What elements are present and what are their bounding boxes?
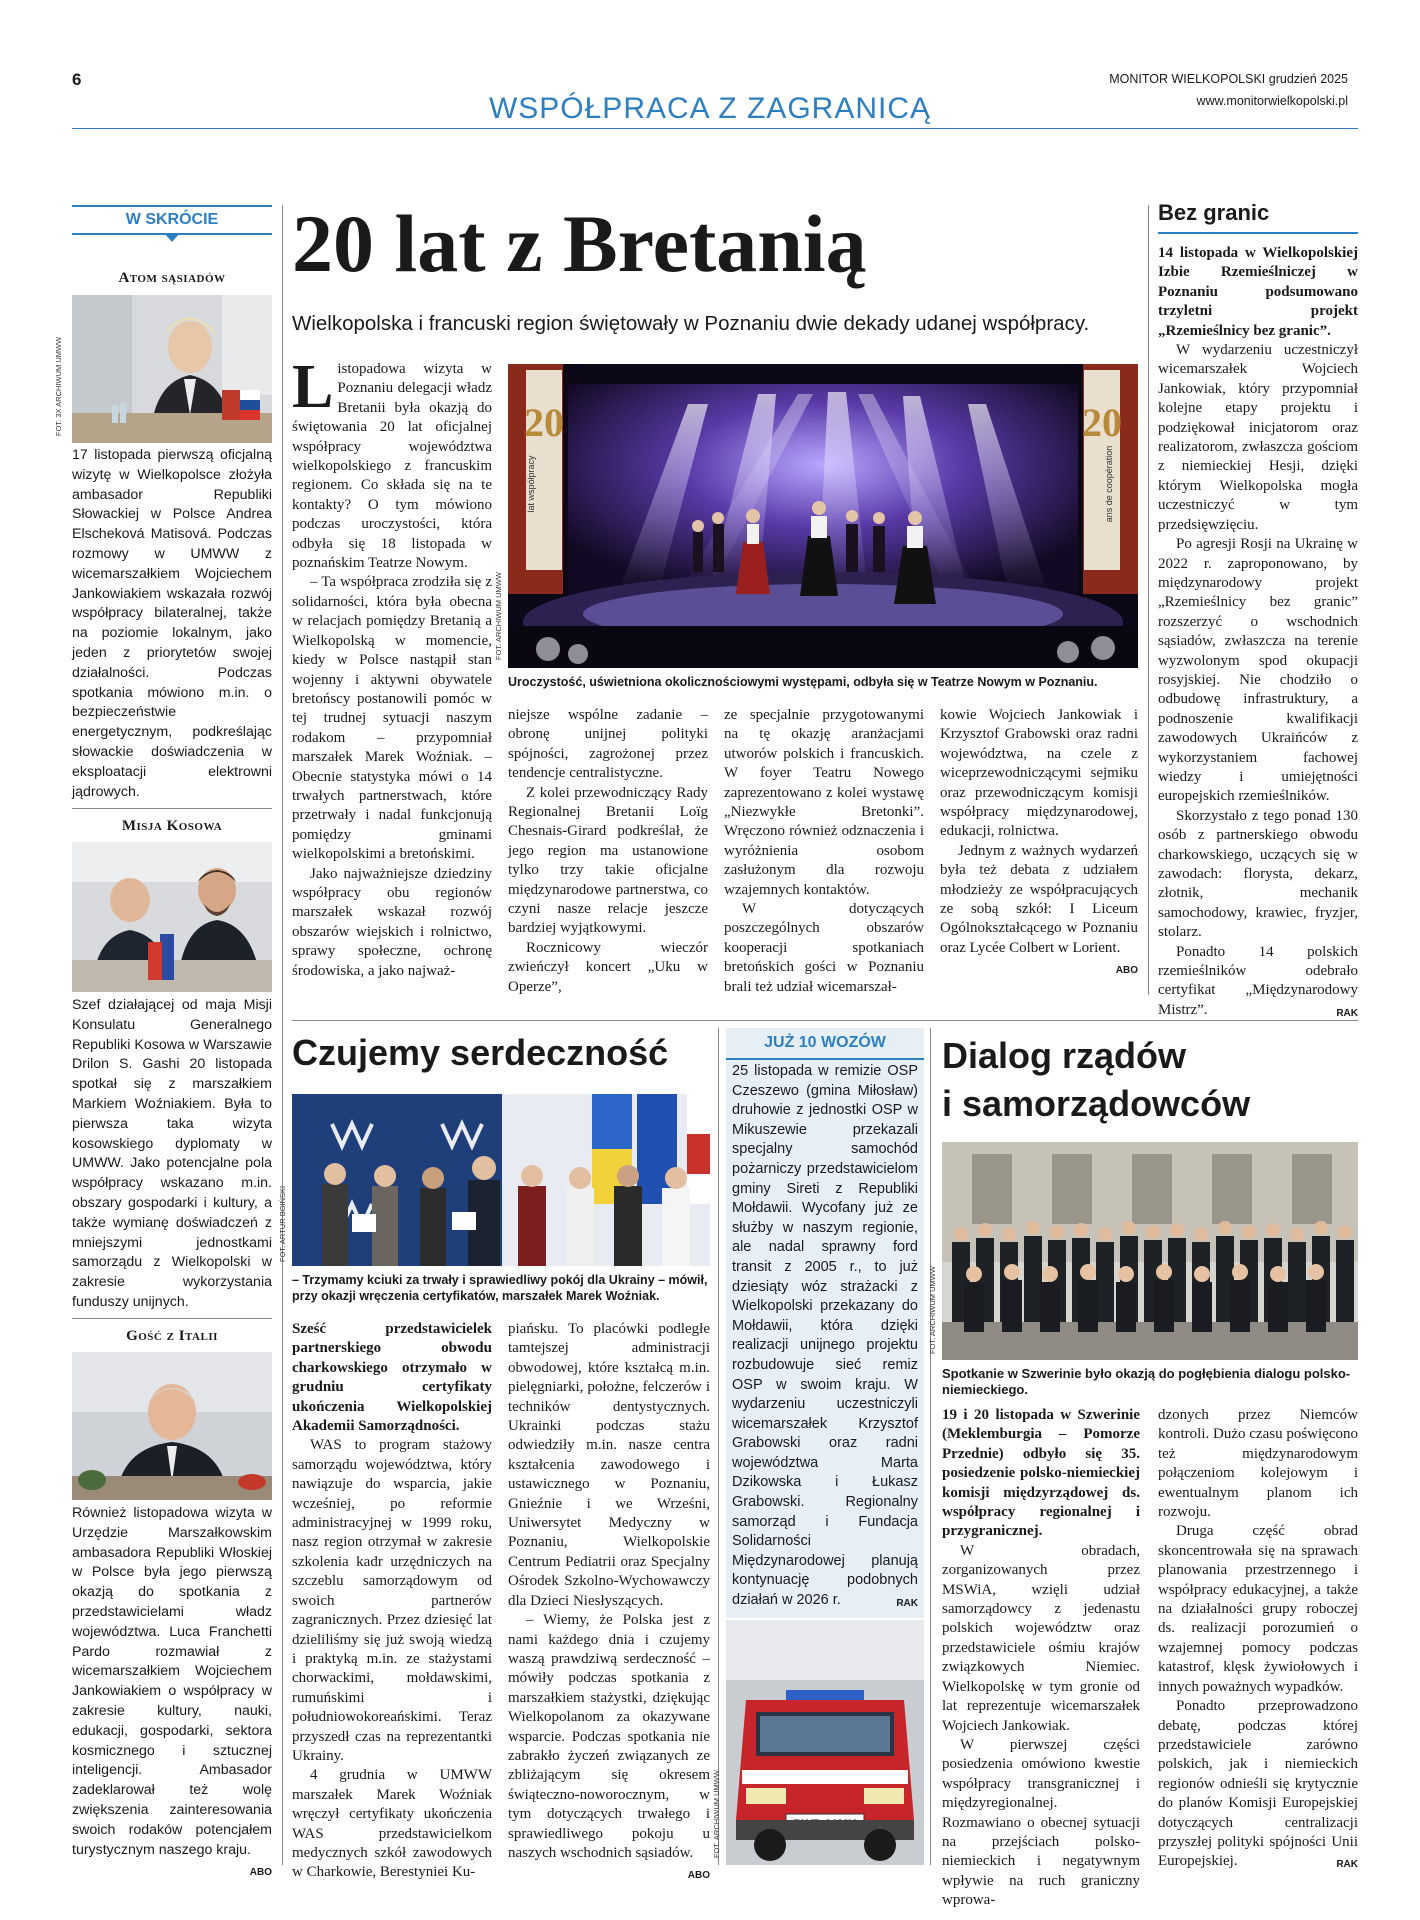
wozy-text-body: 25 listopada w remizie OSP Czeszewo (gmina Miłosław) druhowie z jednostki OSP w Mikuszewie przekazali specjalny samochód pożarniczy przedstawicielom gminy Sireti z Republiki Mołdawii. Wycofany już ze służby w naszym regionie, ale nadal sprawny ford transit z 2005 r., to już dziesiąty wóz strażacki z Wielkopolski przekazany do Mołdawii, która dzięki realizacji unijnego projektu rozbudowuje sieć remiz OSP w swoim kraju. W wydarzeniu uczestniczyli wicemarszałek Krzysztof Grabowski oraz radni województwa Marta Dzikowska i Łukasz Grabowski. Regionalny samorząd i Fundacja Solidarności Międzynarodowej planują kontynuację podobnych działań w 2026 r.	[732, 1063, 918, 1609]
issue-date: grudzień 2025	[1268, 72, 1348, 86]
paragraph: Ponadto 14 polskich rzemieślników odebrało certyfikat „Międzynarodowy Mistrz”.	[1158, 943, 1358, 1018]
dialog-photo-credit: FOT. ARCHIWUM UMWW	[928, 1266, 937, 1354]
publication-name: MONITOR WIELKOPOLSKI	[1109, 72, 1266, 86]
wozy-photo-credit: FOT. ARCHIWUM UMWW	[712, 1770, 721, 1858]
paragraph: kowie Wojciech Jankowiak i Krzysztof Grabowski oraz radni województwa, na czele z wiceprzewodniczącymi sejmiku oraz przewodniczącym komisji współpracy międzynarodowej, edukacji, rolnictwa.	[940, 707, 1138, 840]
section-title: WSPÓŁPRACA Z ZAGRANICĄ	[488, 92, 932, 125]
bez-granic-body	[1158, 244, 1358, 1023]
main-article-column-3	[724, 706, 924, 997]
main-article-column-2	[508, 706, 708, 997]
sidebar-title-text: W SKRÓCIE	[125, 211, 219, 228]
paragraph: 19 i 20 listopada w Szwerinie (Meklemburgia – Pomorze Przednie) odbyło się 35. posiedzenie polsko-niemieckiej komisji międzyrządowej ds. współpracy regionalnej i przygranicznej.	[942, 1407, 1140, 1540]
banner-text-fr: ans de coopération	[1104, 445, 1114, 523]
drop-cap: L	[292, 353, 334, 421]
paragraph: Ponadto przeprowadzono debatę, podczas której przedstawiciele zarówno polskich, jak i niemieckich regionów odnieśli się krytycznie do planów Komisji Europejskiej dotyczących centralizacji przyszłej polityki spójności Unii Europejskiej.	[1158, 1698, 1358, 1870]
column-divider	[282, 205, 283, 1865]
masthead	[1109, 68, 1348, 112]
wozy-text	[732, 1062, 918, 1614]
brief-photo-kosovo-mission	[72, 842, 272, 992]
signature: ABO	[687, 1870, 710, 1882]
main-article-lead: Wielkopolska i francuski region świętowały w Poznaniu dwie dekady udanej współpracy.	[292, 312, 1090, 335]
paragraph: W obradach, zorganizowanych przez MSWiA, wzięli udział samorządowcy z jedenastu polskich województw oraz przedstawiciele ośmiu krajów związkowych Niemiec. Wielkopolskę w tym gronie od lat reprezentuje wicemarszałek Wojciech Jankowiak.	[942, 1542, 1140, 1734]
brief-text: 17 listopada pierwszą oficjalną wizytę w Wielkopolsce złożyła ambasador Republiki Słowackiej w Polsce Andrea Elscheková Matisová. Podczas rozmowy w UMWW z wicemarszałkiem Wojciechem Jankowiakiem wskazała rozwój współpracy bilateralnej, także na poziomie lokalnym, jako jeden z priorytetów swojej działalności. Podczas spotkania mówiono m.in. o bezpieczeństwie energetycznym, podkreślając słowackie doświadczenia w eksploatacji elektrowni jądrowych.	[72, 447, 272, 800]
concert-photo	[508, 364, 1138, 668]
sidebar-title	[72, 205, 272, 235]
czujemy-column-1	[292, 1320, 492, 1883]
paragraph: Rocznicowy wieczór zwieńczył koncert „Uku w Operze”,	[508, 939, 708, 995]
czujemy-title: Czujemy serdeczność	[292, 1032, 669, 1073]
banner-number: 20	[524, 400, 564, 445]
paragraph: W pierwszej części posiedzenia omówiono kwestie współpracy transgranicznej i międzyregionalnej. Rozmawiano o obecnej sytuacji na przejściach polsko-niemieckich i negatywnym wpływie na ruch graniczny wprowa-	[942, 1736, 1140, 1909]
brief-text-body: Również listopadowa wizyta w Urzędzie Marszałkowskim ambasadora Republiki Włoskiej w Polsce była jego pierwszą okazją do spotkania z przedstawicielami władz województwa. Luca Franchetti Pardo rozmawiał z wicemarszałkiem Wojciechem Jankowiakiem o współpracy w zakresie kultury, nauki, edukacji, gospodarki, sektora kosmicznego i sztucznej inteligencji. Ambasador zadeklarował też wolę zwiększenia zainteresowania swoich rodaków potencjałem turystycznym naszego kraju.	[72, 1505, 272, 1858]
dialog-column-1	[942, 1406, 1140, 1911]
paragraph: 4 grudnia w UMWW marszałek Marek Woźniak wręczył certyfikaty ukończenia WAS przedstawicielkom medycznych szkół zawodowych w Charkowie, Berestyniei Ku-	[292, 1767, 492, 1881]
paragraph: istopadowa wizyta w Poznaniu delegacji władz Bretanii była okazją do świętowania 20 lat oficjalnej współpracy województwa wielkopolskiego z francuskim regionem. Co składa się na te kontakty? O tym mówiono podczas uroczystości, która odbyła się 18 listopada w poznańskim Teatrze Nowym.	[292, 361, 492, 572]
brief-text	[72, 1504, 272, 1883]
section-divider	[292, 1020, 1358, 1021]
concert-photo-credit: FOT. ARCHIWUM UMWW	[494, 572, 503, 660]
paragraph: Jako najważniejsze dziedziny współpracy obu regionów marszałek wskazał rozwój obszarów wiejskich i rolnictwo, sprawy społeczne, ochronę środowiska, a jako najważ-	[292, 865, 492, 979]
paragraph: W dotyczących poszczególnych obszarów kooperacji spotkaniach bretońskich gości w Poznaniu brali też udział wicemarszał-	[724, 901, 924, 995]
paragraph: Druga część obrad skoncentrowała się na sprawach planowania przestrzennego i współpracy edukacyjnej, a także na działalności grupy roboczej ds. realizacji porozumień o wzajemnej pomocy podczas katastrof, klęsk żywiołowych i innych poważnych wypadków.	[1158, 1523, 1358, 1695]
signature: ABO	[1115, 965, 1138, 977]
signature: ABO	[249, 1867, 272, 1879]
czujemy-column-2	[508, 1320, 710, 1886]
concert-photo-caption: Uroczystość, uświetniona okolicznościowymi występami, odbyła się w Teatrze Nowym w Poznaniu.	[508, 675, 1098, 689]
page-number: 6	[72, 70, 82, 89]
main-article-column-1	[292, 353, 492, 981]
divider	[72, 1318, 272, 1319]
signature: RAK	[1336, 1859, 1358, 1871]
paragraph: – Wiemy, że Polska jest z nami każdego dnia i czujemy waszą prawdziwą serdeczność – mówiły podczas spotkania z marszałkiem stażystki, dziękując Wielkopolanom za okazywane wsparcie. Podczas spotkania nie zabrakło życzeń związanych ze zbliżającym się okresem świąteczno-noworocznym, w tym dotyczących trwałego i sprawiedliwego pokoju u naszych wschodnich sąsiadów.	[508, 1612, 710, 1861]
column-divider	[930, 1028, 931, 1865]
dialog-title-line: i samorządowców	[942, 1083, 1251, 1124]
paragraph: 14 listopada w Wielkopolskiej Izbie Rzemieślniczej w Poznaniu podsumowano trzyletni projekt „Rzemieślnicy bez granic”.	[1158, 245, 1358, 339]
signature: RAK	[896, 1598, 918, 1610]
brief-heading: Atom sąsiadów	[118, 270, 226, 286]
czujemy-photo-caption: – Trzymamy kciuki za trwały i sprawiedliwy pokój dla Ukrainy – mówił, przy okazji wręczenia certyfikatów, marszałek Marek Woźniak.	[292, 1273, 708, 1303]
banner-text: lat współpracy	[526, 455, 536, 513]
paragraph: Skorzystało z tego ponad 130 osób z partnerskiego obwodu charkowskiego, uczących się w zawodach: florysta, dekarz, złotnik, mechanik samochodowy, krawiec, fryzjer, stolarz.	[1158, 807, 1358, 941]
fire-truck-photo	[726, 1620, 924, 1865]
paragraph: WAS to program stażowy samorządu województwa, który nawiązuje do wsparcia, jakie wcześniej, po reformie administracyjnej w 1999 roku, nasz region otrzymał w zakresie szkolenia kadr urzędniczych na szczeblu samorządowym od swoich partnerów zagranicznych. Przez dziesięć lat dzieliliśmy się już swoją wiedzą i praktyką m.in. ze stażystami chorwackimi, mołdawskimi, rumuńskimi i południowokoreańskimi. Teraz przyszedł czas na reprezentantki Ukrainy.	[292, 1437, 492, 1764]
main-article-title: 20 lat z Bretanią	[292, 198, 867, 289]
paragraph: Z kolei przewodniczący Rady Regionalnej Bretanii Loïg Chesnais-Girard podkreślał, że jego region ma ustanowione tylko trzy takie oficjalne międzynarodowe partnerstwa, co czyni nasze relacje jeszcze bardziej wyjątkowymi.	[508, 784, 708, 937]
brief-photo-italy-ambassador	[72, 1352, 272, 1500]
sidebar-in-brief	[72, 205, 272, 235]
brief-heading: Gość z Italii	[126, 1328, 218, 1344]
certificate-ceremony-photo	[292, 1094, 710, 1266]
dialog-title	[942, 1032, 1358, 1128]
website-link[interactable]: www.monitorwielkopolski.pl	[1196, 94, 1348, 108]
paragraph: dzonych przez Niemców kontroli. Dużo czasu poświęcono też międzynarodowym połączeniom kolejowym i ewentualnym planom ich rozwoju.	[1158, 1407, 1358, 1521]
paragraph: Jednym z ważnych wydarzeń była też debata z udziałem młodzieży ze współpracujących ze sobą szkół: I Liceum Ogólnokształcącego w Poznaniu oraz Lycée Colbert w Lorient.	[940, 842, 1138, 956]
bez-granic-title: Bez granic	[1158, 200, 1358, 234]
brief-photo-ambassador-slovakia	[72, 295, 272, 443]
paragraph: ze specjalnie przygotowanymi na tę okazję aranżacjami utworów polskich i francuskich. W foyer Teatru Nowego zaprezentowano z kolei wystawę „Niezwykłe Bretonki”. Wręczono również odznaczenia i wyróżnienia osobom zasłużonym dla rozwoju wzajemnych kontaktów.	[724, 707, 924, 898]
paragraph: piańsku. To placówki podległe tamtejszej administracji obwodowej, które kształcą m.in. pielęgniarki, położne, felczerów i techników dentystycznych. Ukrainki podczas stażu odwiedziły m.in. nasze centra kształcenia zawodowego i ustawicznego w Poznaniu, Gnieźnie i we Wrześni, Uniwersytet Medyczny w Poznaniu, Wielkopolskie Centrum Pediatrii oraz Specjalny Ośrodek Szkolno-Wychowawczy dla Dzieci Niesłyszących.	[508, 1321, 710, 1609]
paragraph: – Ta współpraca zrodziła się z solidarności, która była obecna w relacjach pomiędzy Bretanią a Wielkopolską w momencie, kiedy w Polsce nastąpił stan wojenny i aktywni obywatele bretońscy postanowili pomóc w tej trudnej sytuacji naszym rodakom – przypomniał marszałek Marek Woźniak. – Obecnie statystyka mówi o 14 trwałych partnerstwach, które przetrwały i nadal funkcjonują pomiędzy gminami wielkopolskimi a bretońskimi.	[292, 574, 492, 863]
banner-number: 20	[1082, 400, 1122, 445]
paragraph: Sześć przedstawicielek partnerskiego obwodu charkowskiego otrzymało w grudniu certyfikaty ukończenia Wielkopolskiej Akademii Samorządności.	[292, 1321, 492, 1435]
dialog-column-2	[1158, 1406, 1358, 1875]
brief-heading: Misja Kosowa	[121, 818, 223, 834]
header-divider	[72, 128, 1358, 129]
dialog-title-line: Dialog rządów	[942, 1035, 1187, 1076]
main-article-column-4	[940, 706, 1138, 981]
signature: RAK	[1336, 1007, 1358, 1019]
paragraph: Po agresji Rosji na Ukrainę w 2022 r. zaproponowano, by międzynarodowy projekt „Rzemieślnicy bez granic” rozszerzyć o wschodnich sąsiadów, zwłaszcza na terenie wyzwolonym spod okupacji rosyjskiej. Nie chodziło o odbudowę infrastruktury, a podnoszenie kwalifikacji zawodowych Ukraińców z wykorzystaniem fachowej wiedzy i umiejętności europejskich rzemieślników.	[1158, 536, 1358, 805]
paragraph: niejsze wspólne zadanie – obronę unijnej polityki spójności, zagrożonej przez tendencje centralistyczne.	[508, 707, 708, 782]
paragraph: W wydarzeniu uczestniczył wicemarszałek Wojciech Jankowiak, który przypomniał kolejne etapy projektu i podziękował inicjatorom oraz realizatorom, zwłaszcza gościom z niemieckiej Hesji, dzięki którym Wielkopolska mogła uczestniczyć w tym przedsięwzięciu.	[1158, 342, 1358, 533]
sidebar-photo-credit: FOT. 3X ARCHIWUM UMWW	[54, 336, 63, 436]
column-divider	[1148, 205, 1149, 995]
column-divider	[718, 1028, 719, 1865]
brief-text: Szef działającej od maja Misji Konsulatu Generalnego Republiki Kosowa w Warszawie Drilon S. Gashi 20 listopada spotkał się z marszałkiem Markiem Woźniakiem. Była to pierwsza taka wizyta kosowskiego dyplomaty w UMWW. Jako potencjalne pola współpracy wskazano m.in. obszary gospodarki i kultury, a także wymianę doświadczeń z mniejszymi jednostkami samorządu z Wielkopolski w zakresie wykorzystania funduszy unijnych.	[72, 997, 272, 1310]
group-photo-schwerin	[942, 1142, 1358, 1360]
divider	[72, 808, 272, 809]
czujemy-photo-credit: FOT. ARTUR BOIŃSKI	[278, 1185, 287, 1262]
wozy-title: JUŻ 10 WOZÓW	[726, 1028, 924, 1060]
dialog-photo-caption: Spotkanie w Szwerinie było okazją do pogłębienia dialogu polsko-niemieckiego.	[942, 1366, 1351, 1397]
triangle-down-icon	[165, 234, 179, 242]
